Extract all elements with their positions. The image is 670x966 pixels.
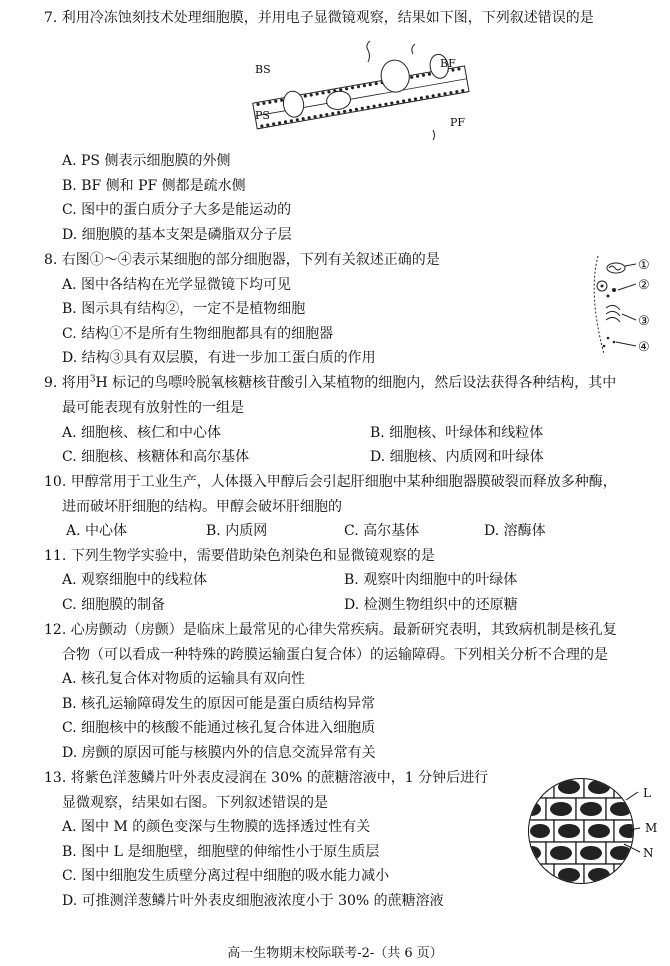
q10-option-c: C. 高尔基体 xyxy=(344,523,420,539)
q8-label-4: ④ xyxy=(638,340,650,355)
q8-label-1: ① xyxy=(638,258,650,273)
q12-stem-line2: 合物（可以看成一种特殊的跨膜运输蛋白复合体）的运输障碍。下列相关分析不合理的是 xyxy=(62,647,608,663)
q8-option-b: B. 图示具有结构②，一定不是植物细胞 xyxy=(62,301,306,317)
q10-option-d: D. 溶酶体 xyxy=(484,523,546,539)
q10-option-b: B. 内质网 xyxy=(206,523,268,539)
q9-option-b: B. 细胞核、叶绿体和线粒体 xyxy=(370,425,544,441)
q12-stem: 12. 心房颤动（房颤）是临床上最常见的心律失常疾病。最新研究表明，其致病机制是核孔复 xyxy=(44,622,617,638)
q7-label-ps: PS xyxy=(255,109,270,122)
plasmolysis-figure xyxy=(526,774,644,888)
q7-label-bf: BF xyxy=(440,57,456,70)
q12-option-c: C. 细胞核中的核酸不能通过核孔复合体进入细胞质 xyxy=(62,720,376,736)
q11-option-d: D. 检测生物组织中的还原糖 xyxy=(344,597,518,613)
q11-option-c: C. 细胞膜的制备 xyxy=(62,597,166,613)
q7-label-pf: PF xyxy=(450,116,466,129)
q11-option-b: B. 观察叶肉细胞中的叶绿体 xyxy=(344,572,518,588)
q8-option-d: D. 结构③具有双层膜，有进一步加工蛋白质的作用 xyxy=(62,350,376,366)
q12-option-a: A. 核孔复合体对物质的运输具有双向性 xyxy=(62,671,306,687)
q7-option-a: A. PS 侧表示细胞膜的外侧 xyxy=(62,153,231,169)
q13-label-n: N xyxy=(643,846,654,860)
q12-option-d: D. 房颤的原因可能与核膜内外的信息交流异常有关 xyxy=(62,745,376,761)
q10-option-a: A. 中心体 xyxy=(66,523,128,539)
q10-stem-line2: 进而破坏肝细胞的结构。甲醇会破坏肝细胞的 xyxy=(62,499,342,515)
q13-option-a: A. 图中 M 的颜色变深与生物膜的选择透过性有关 xyxy=(62,819,371,835)
q8-label-2: ② xyxy=(638,278,650,293)
q7-option-c: C. 图中的蛋白质分子大多是能运动的 xyxy=(62,202,292,218)
q10-stem: 10. 甲醇常用于工业生产，人体摄入甲醇后会引起肝细胞中某种细胞器膜破裂而释放多种酶， xyxy=(44,474,617,490)
q11-stem: 11. 下列生物学实验中，需要借助染色剂染色和显微镜观察的是 xyxy=(44,548,435,564)
q7-label-bs: BS xyxy=(255,63,271,76)
q13-label-l: L xyxy=(643,786,651,800)
q13-label-m: M xyxy=(645,821,658,835)
q9-option-c: C. 细胞核、核糖体和高尔基体 xyxy=(62,449,250,465)
q8-option-c: C. 结构①不是所有生物细胞都具有的细胞器 xyxy=(62,326,334,342)
q13-stem-line2: 显微观察，结果如右图。下列叙述错误的是 xyxy=(62,795,328,811)
q11-option-a: A. 观察细胞中的线粒体 xyxy=(62,572,208,588)
q7-option-d: D. 细胞膜的基本支架是磷脂双分子层 xyxy=(62,227,292,243)
q7-option-b: B. BF 侧和 PF 侧都是疏水侧 xyxy=(62,178,246,194)
q13-option-b: B. 图中 L 是细胞壁，细胞壁的伸缩性小于原生质层 xyxy=(62,844,380,860)
q12-option-b: B. 核孔运输障碍发生的原因可能是蛋白质结构异常 xyxy=(62,696,376,712)
q7-stem: 7. 利用冷冻蚀刻技术处理细胞膜，并用电子显微镜观察，结果如下图，下列叙述错误的是 xyxy=(44,10,594,26)
q8-option-a: A. 图中各结构在光学显微镜下均可见 xyxy=(62,277,292,293)
q9-option-d: D. 细胞核、内质网和叶绿体 xyxy=(370,449,544,465)
page-footer: 高一生物期末校际联考-2-（共 6 页） xyxy=(227,946,443,961)
q8-stem: 8. 右图①～④表示某细胞的部分细胞器，下列有关叙述正确的是 xyxy=(44,252,440,268)
q9-stem: 9. 将用$^3$H 标记的鸟嘌呤脱氧核糖核苷酸引入某植物的细胞内，然后设法获得各种结构，其中 xyxy=(44,374,617,391)
q13-option-d: D. 可推测洋葱鳞片叶外表皮细胞液浓度小于 30% 的蔗糖溶液 xyxy=(62,893,444,909)
q9-option-a: A. 细胞核、核仁和中心体 xyxy=(62,425,222,441)
q8-label-3: ③ xyxy=(638,314,650,329)
q9-stem-line2: 最可能表现有放射性的一组是 xyxy=(62,400,244,416)
q13-stem: 13. 将紫色洋葱鳞片叶外表皮浸润在 30% 的蔗糖溶液中，1 分钟后进行 xyxy=(44,770,489,786)
q13-option-c: C. 图中细胞发生质壁分离过程中细胞的吸水能力减小 xyxy=(62,868,390,884)
